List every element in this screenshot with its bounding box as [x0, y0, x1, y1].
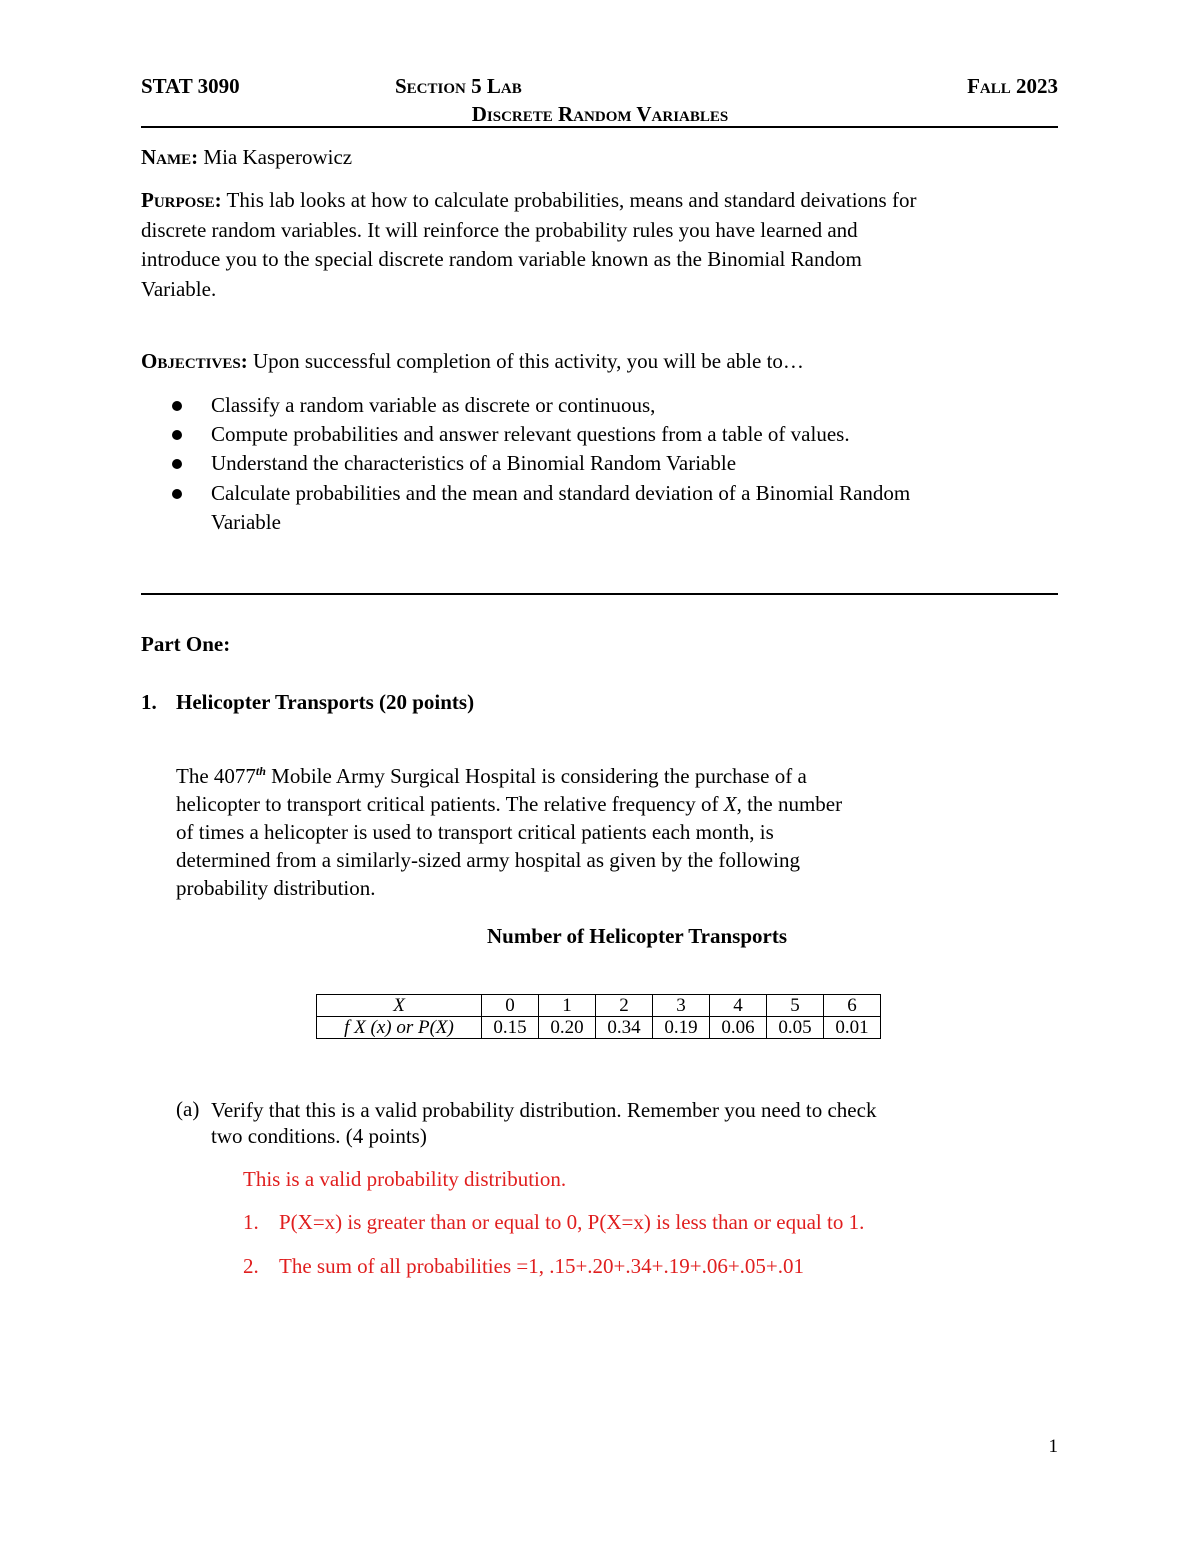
question-title: Helicopter Transports (20 points) — [176, 690, 475, 714]
table-cell: 3 — [653, 995, 710, 1017]
objectives-intro-text: Upon successful completion of this activity, you will be able to… — [252, 349, 804, 373]
table-cell: 0.19 — [653, 1017, 710, 1039]
table-cell: 2 — [596, 995, 653, 1017]
course-code: STAT 3090 — [141, 74, 240, 98]
answer-item-number: 2. — [243, 1254, 259, 1278]
answer-item-number: 1. — [243, 1210, 259, 1234]
name-label: Name: — [141, 145, 199, 169]
section-title: Section 5 Lab — [395, 74, 522, 98]
para-text: determined from a similarly-sized army hospital as given by the following — [176, 848, 801, 872]
objective-item: Classify a random variable as discrete or continuous, — [211, 393, 656, 417]
table-cell: 4 — [710, 995, 767, 1017]
objective-item: Understand the characteristics of a Binomial Random Variable — [211, 451, 737, 475]
part-title: Part One: — [141, 632, 231, 656]
purpose-text-line: This lab looks at how to calculate probabilities, means and standard deivations for — [226, 188, 917, 212]
header-rule — [141, 126, 1058, 128]
table-cell: 1 — [539, 995, 596, 1017]
part-a-line: Verify that this is a valid probability distribution. Remember you need to check — [211, 1098, 877, 1122]
name-value: Mia Kasperowicz — [203, 145, 353, 169]
table-row — [317, 995, 881, 1017]
para-text: , the number — [736, 792, 843, 816]
bullet-icon — [172, 401, 182, 411]
para-text: Mobile Army Surgical Hospital is considering the purchase of a — [265, 764, 807, 788]
table-cell: 0.01 — [824, 1017, 881, 1039]
table-row — [317, 1017, 881, 1039]
table-cell: 0.15 — [482, 1017, 539, 1039]
question-paragraph — [176, 757, 956, 902]
bullet-icon — [172, 430, 182, 440]
para-text: helicopter to transport critical patients. The relative frequency of — [176, 792, 724, 816]
variable-x: X — [723, 792, 737, 816]
para-text: probability distribution. — [176, 876, 376, 900]
para-text: The 4077 — [176, 764, 256, 788]
table-header-cell: f X (x) or P(X) — [317, 1017, 482, 1039]
name-line — [141, 143, 1041, 173]
table-cell: 0.34 — [596, 1017, 653, 1039]
document-subtitle: Discrete Random Variables — [471, 102, 729, 126]
objective-item-continued: Variable — [211, 510, 281, 534]
answer-statement: This is a valid probability distribution. — [243, 1167, 567, 1191]
objective-item: Compute probabilities and answer relevant questions from a table of values. — [211, 422, 850, 446]
probability-table — [316, 994, 881, 1039]
purpose-text-line: Variable. — [141, 276, 217, 301]
table-cell: 0.20 — [539, 1017, 596, 1039]
objectives-intro — [141, 347, 1041, 377]
question-number: 1. — [141, 690, 157, 714]
objective-item: Calculate probabilities and the mean and standard deviation of a Binomial Random — [211, 481, 911, 505]
part-a-line: two conditions. (4 points) — [211, 1124, 427, 1148]
purpose-text-line: introduce you to the special discrete random variable known as the Binomial Random — [141, 247, 862, 271]
table-cell: 0.05 — [767, 1017, 824, 1039]
answer-item-text: The sum of all probabilities =1, .15+.20+.34+.19+.06+.05+.01 — [279, 1254, 805, 1278]
section-rule — [141, 593, 1058, 595]
bullet-icon — [172, 489, 182, 499]
table-cell: 0.06 — [710, 1017, 767, 1039]
para-text: of times a helicopter is used to transport critical patients each month, is — [176, 820, 774, 844]
part-a-letter: (a) — [176, 1097, 200, 1121]
term: Fall 2023 — [967, 74, 1058, 98]
table-cell: 5 — [767, 995, 824, 1017]
purpose-paragraph — [141, 186, 1041, 304]
answer-item-text: P(X=x) is greater than or equal to 0, P(X=x) is less than or equal to 1. — [279, 1210, 865, 1234]
bullet-icon — [172, 459, 182, 469]
purpose-text-line: discrete random variables. It will reinforce the probability rules you have learned and — [141, 217, 858, 242]
part-a-text — [211, 1097, 1011, 1149]
superscript-th: th — [255, 764, 266, 778]
table-title: Number of Helicopter Transports — [487, 924, 788, 948]
objectives-label: Objectives: — [141, 349, 248, 373]
table-cell: 6 — [824, 995, 881, 1017]
table-header-cell: X — [317, 995, 482, 1017]
table-cell: 0 — [482, 995, 539, 1017]
page-number: 1 — [1048, 1436, 1058, 1457]
purpose-label: Purpose: — [141, 188, 222, 212]
